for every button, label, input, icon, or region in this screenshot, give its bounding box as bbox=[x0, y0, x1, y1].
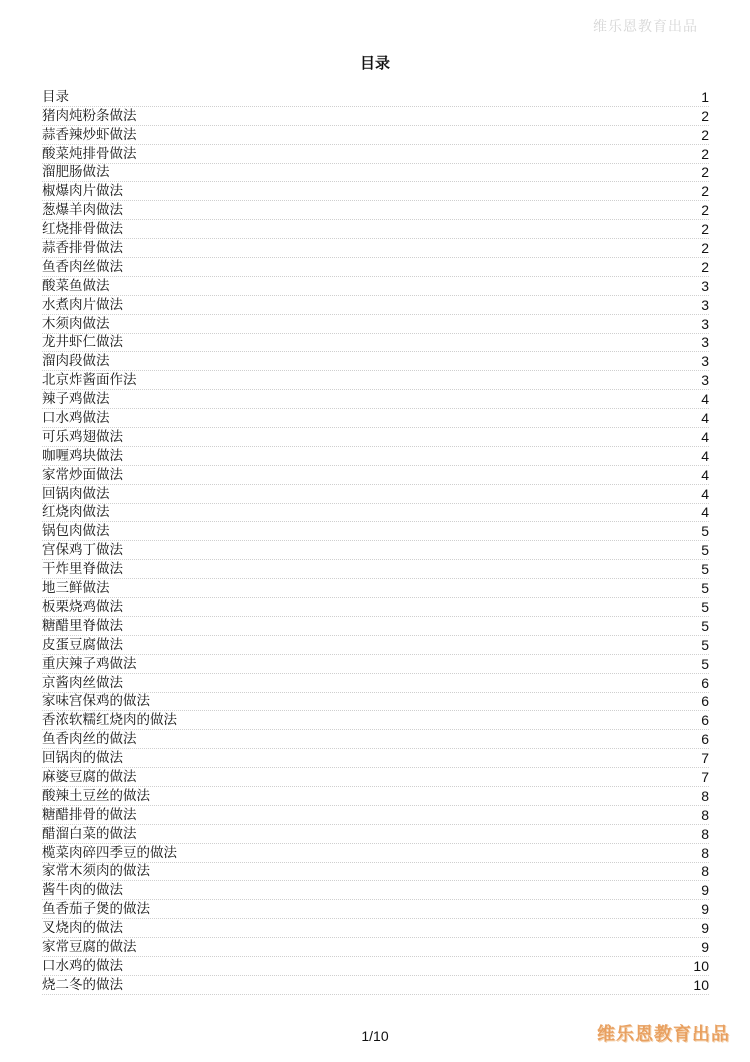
toc-entry-page: 9 bbox=[701, 938, 709, 955]
toc-entry-page: 3 bbox=[701, 315, 709, 332]
toc-list bbox=[42, 88, 709, 995]
toc-entry[interactable] bbox=[42, 485, 709, 504]
toc-entry-label: 溜肥肠做法 bbox=[42, 164, 110, 181]
toc-entry-label: 叉烧肉的做法 bbox=[42, 920, 123, 937]
toc-entry[interactable] bbox=[42, 560, 709, 579]
toc-entry-page: 2 bbox=[701, 145, 709, 162]
toc-entry-label: 麻婆豆腐的做法 bbox=[42, 768, 137, 785]
toc-entry[interactable] bbox=[42, 126, 709, 145]
toc-entry-page: 6 bbox=[701, 693, 709, 710]
toc-entry-page: 3 bbox=[701, 296, 709, 313]
header-watermark: 维乐恩教育出品 bbox=[593, 19, 698, 35]
toc-entry-label: 溜肉段做法 bbox=[42, 353, 110, 370]
toc-entry[interactable] bbox=[42, 579, 709, 598]
toc-entry-page: 6 bbox=[701, 674, 709, 691]
toc-entry[interactable] bbox=[42, 787, 709, 806]
toc-entry[interactable] bbox=[42, 617, 709, 636]
toc-entry[interactable] bbox=[42, 938, 709, 957]
toc-entry[interactable] bbox=[42, 277, 709, 296]
toc-entry-page: 2 bbox=[701, 240, 709, 257]
toc-entry-page: 7 bbox=[701, 750, 709, 767]
toc-entry-label: 醋溜白菜的做法 bbox=[42, 825, 137, 842]
toc-entry-page: 5 bbox=[701, 636, 709, 653]
page-number: 1/10 bbox=[361, 1028, 389, 1044]
toc-entry-page: 5 bbox=[701, 561, 709, 578]
toc-entry-page: 2 bbox=[701, 221, 709, 238]
toc-entry-page: 2 bbox=[701, 164, 709, 181]
toc-entry[interactable] bbox=[42, 296, 709, 315]
toc-entry[interactable] bbox=[42, 428, 709, 447]
toc-entry-page: 5 bbox=[701, 523, 709, 540]
toc-entry[interactable] bbox=[42, 334, 709, 353]
toc-entry-page: 6 bbox=[701, 712, 709, 729]
toc-entry-label: 北京炸酱面作法 bbox=[42, 372, 137, 389]
toc-entry-label: 口水鸡做法 bbox=[42, 410, 110, 427]
toc-entry-label: 红烧肉做法 bbox=[42, 504, 110, 521]
toc-entry-label: 糖醋里脊做法 bbox=[42, 617, 123, 634]
toc-entry-label: 木须肉做法 bbox=[42, 315, 110, 332]
toc-entry-page: 1 bbox=[701, 88, 709, 105]
toc-entry[interactable] bbox=[42, 371, 709, 390]
toc-entry[interactable] bbox=[42, 390, 709, 409]
toc-entry-page: 7 bbox=[701, 768, 709, 785]
toc-entry[interactable] bbox=[42, 711, 709, 730]
toc-entry-page: 4 bbox=[701, 504, 709, 521]
toc-entry[interactable] bbox=[42, 655, 709, 674]
toc-entry-page: 8 bbox=[701, 825, 709, 842]
toc-entry-label: 红烧排骨做法 bbox=[42, 221, 123, 238]
toc-entry[interactable] bbox=[42, 145, 709, 164]
toc-entry-page: 5 bbox=[701, 655, 709, 672]
toc-entry-page: 5 bbox=[701, 598, 709, 615]
toc-entry-page: 4 bbox=[701, 447, 709, 464]
toc-entry-page: 3 bbox=[701, 334, 709, 351]
toc-entry[interactable] bbox=[42, 730, 709, 749]
toc-entry-label: 鱼香肉丝做法 bbox=[42, 258, 123, 275]
toc-entry[interactable] bbox=[42, 258, 709, 277]
toc-entry-page: 10 bbox=[693, 957, 709, 974]
toc-entry-label: 酱牛肉的做法 bbox=[42, 882, 123, 899]
toc-entry-label: 龙井虾仁做法 bbox=[42, 334, 123, 351]
toc-title: 目录 bbox=[359, 54, 390, 72]
toc-entry-label: 辣子鸡做法 bbox=[42, 391, 110, 408]
toc-entry-label: 家常木须肉的做法 bbox=[42, 863, 150, 880]
toc-entry[interactable] bbox=[42, 825, 709, 844]
toc-entry-label: 椒爆肉片做法 bbox=[42, 183, 123, 200]
toc-entry-page: 4 bbox=[701, 466, 709, 483]
toc-entry-label: 烧二冬的做法 bbox=[42, 976, 123, 993]
toc-entry-page: 8 bbox=[701, 787, 709, 804]
toc-entry[interactable] bbox=[42, 409, 709, 428]
toc-entry-label: 蒜香排骨做法 bbox=[42, 240, 123, 257]
footer-logo: 维乐恩教育出品 bbox=[597, 1024, 730, 1045]
toc-entry[interactable] bbox=[42, 749, 709, 768]
toc-entry-label: 重庆辣子鸡做法 bbox=[42, 655, 137, 672]
toc-entry-page: 5 bbox=[701, 542, 709, 559]
toc-entry-label: 酸菜炖排骨做法 bbox=[42, 145, 137, 162]
toc-entry-page: 4 bbox=[701, 410, 709, 427]
toc-entry-label: 干炸里脊做法 bbox=[42, 561, 123, 578]
toc-entry-label: 地三鲜做法 bbox=[42, 580, 110, 597]
toc-entry-label: 口水鸡的做法 bbox=[42, 957, 123, 974]
toc-entry-label: 回锅肉的做法 bbox=[42, 750, 123, 767]
toc-entry-label: 家常豆腐的做法 bbox=[42, 938, 137, 955]
toc-entry-page: 9 bbox=[701, 882, 709, 899]
toc-entry-page: 4 bbox=[701, 391, 709, 408]
toc-entry-label: 宫保鸡丁做法 bbox=[42, 542, 123, 559]
toc-entry[interactable] bbox=[42, 976, 709, 995]
toc-entry[interactable] bbox=[42, 863, 709, 882]
toc-entry[interactable] bbox=[42, 900, 709, 919]
toc-entry[interactable] bbox=[42, 447, 709, 466]
toc-entry-page: 10 bbox=[693, 976, 709, 993]
toc-entry[interactable] bbox=[42, 541, 709, 560]
toc-entry-label: 板栗烧鸡做法 bbox=[42, 598, 123, 615]
toc-entry[interactable] bbox=[42, 844, 709, 863]
toc-entry-label: 锅包肉做法 bbox=[42, 523, 110, 540]
toc-entry[interactable] bbox=[42, 693, 709, 712]
toc-entry-label: 榄菜肉碎四季豆的做法 bbox=[42, 844, 177, 861]
toc-entry[interactable] bbox=[42, 768, 709, 787]
toc-entry[interactable] bbox=[42, 239, 709, 258]
toc-entry[interactable] bbox=[42, 881, 709, 900]
toc-entry-label: 回锅肉做法 bbox=[42, 485, 110, 502]
toc-entry[interactable] bbox=[42, 220, 709, 239]
toc-entry-page: 8 bbox=[701, 844, 709, 861]
toc-entry-label: 目录 bbox=[42, 88, 69, 105]
toc-entry-label: 水煮肉片做法 bbox=[42, 296, 123, 313]
toc-entry-label: 酸辣土豆丝的做法 bbox=[42, 787, 150, 804]
toc-entry-page: 3 bbox=[701, 277, 709, 294]
toc-entry-page: 2 bbox=[701, 183, 709, 200]
toc-entry-label: 可乐鸡翅做法 bbox=[42, 428, 123, 445]
toc-entry-label: 家常炒面做法 bbox=[42, 466, 123, 483]
toc-entry[interactable] bbox=[42, 88, 709, 107]
toc-entry-page: 9 bbox=[701, 920, 709, 937]
toc-entry-page: 2 bbox=[701, 258, 709, 275]
toc-entry-label: 酸菜鱼做法 bbox=[42, 277, 110, 294]
toc-entry-page: 2 bbox=[701, 126, 709, 143]
toc-entry-page: 5 bbox=[701, 580, 709, 597]
toc-entry-label: 皮蛋豆腐做法 bbox=[42, 636, 123, 653]
toc-entry[interactable] bbox=[42, 598, 709, 617]
toc-entry[interactable] bbox=[42, 674, 709, 693]
toc-entry-page: 2 bbox=[701, 202, 709, 219]
toc-entry-page: 4 bbox=[701, 485, 709, 502]
toc-entry-label: 糖醋排骨的做法 bbox=[42, 806, 137, 823]
toc-entry[interactable] bbox=[42, 107, 709, 126]
toc-entry-label: 咖喱鸡块做法 bbox=[42, 447, 123, 464]
toc-entry[interactable] bbox=[42, 315, 709, 334]
toc-entry-label: 家味宫保鸡的做法 bbox=[42, 693, 150, 710]
toc-entry-page: 3 bbox=[701, 372, 709, 389]
toc-entry-page: 2 bbox=[701, 107, 709, 124]
toc-entry[interactable] bbox=[42, 201, 709, 220]
toc-entry-label: 鱼香茄子煲的做法 bbox=[42, 901, 150, 918]
toc-entry[interactable] bbox=[42, 164, 709, 183]
toc-entry-label: 香浓软糯红烧肉的做法 bbox=[42, 712, 177, 729]
toc-entry[interactable] bbox=[42, 352, 709, 371]
toc-entry-label: 猪肉炖粉条做法 bbox=[42, 107, 137, 124]
toc-entry[interactable] bbox=[42, 957, 709, 976]
toc-entry[interactable] bbox=[42, 522, 709, 541]
toc-entry-page: 8 bbox=[701, 806, 709, 823]
toc-entry[interactable] bbox=[42, 466, 709, 485]
toc-entry-page: 9 bbox=[701, 901, 709, 918]
toc-entry-label: 蒜香辣炒虾做法 bbox=[42, 126, 137, 143]
toc-entry[interactable] bbox=[42, 504, 709, 523]
toc-entry-page: 4 bbox=[701, 428, 709, 445]
toc-entry-label: 京酱肉丝做法 bbox=[42, 674, 123, 691]
toc-entry-page: 8 bbox=[701, 863, 709, 880]
toc-entry[interactable] bbox=[42, 806, 709, 825]
toc-entry-page: 6 bbox=[701, 731, 709, 748]
toc-entry[interactable] bbox=[42, 919, 709, 938]
toc-entry[interactable] bbox=[42, 636, 709, 655]
toc-entry-page: 3 bbox=[701, 353, 709, 370]
toc-entry[interactable] bbox=[42, 182, 709, 201]
toc-entry-label: 葱爆羊肉做法 bbox=[42, 202, 123, 219]
toc-entry-page: 5 bbox=[701, 617, 709, 634]
toc-entry-label: 鱼香肉丝的做法 bbox=[42, 731, 137, 748]
